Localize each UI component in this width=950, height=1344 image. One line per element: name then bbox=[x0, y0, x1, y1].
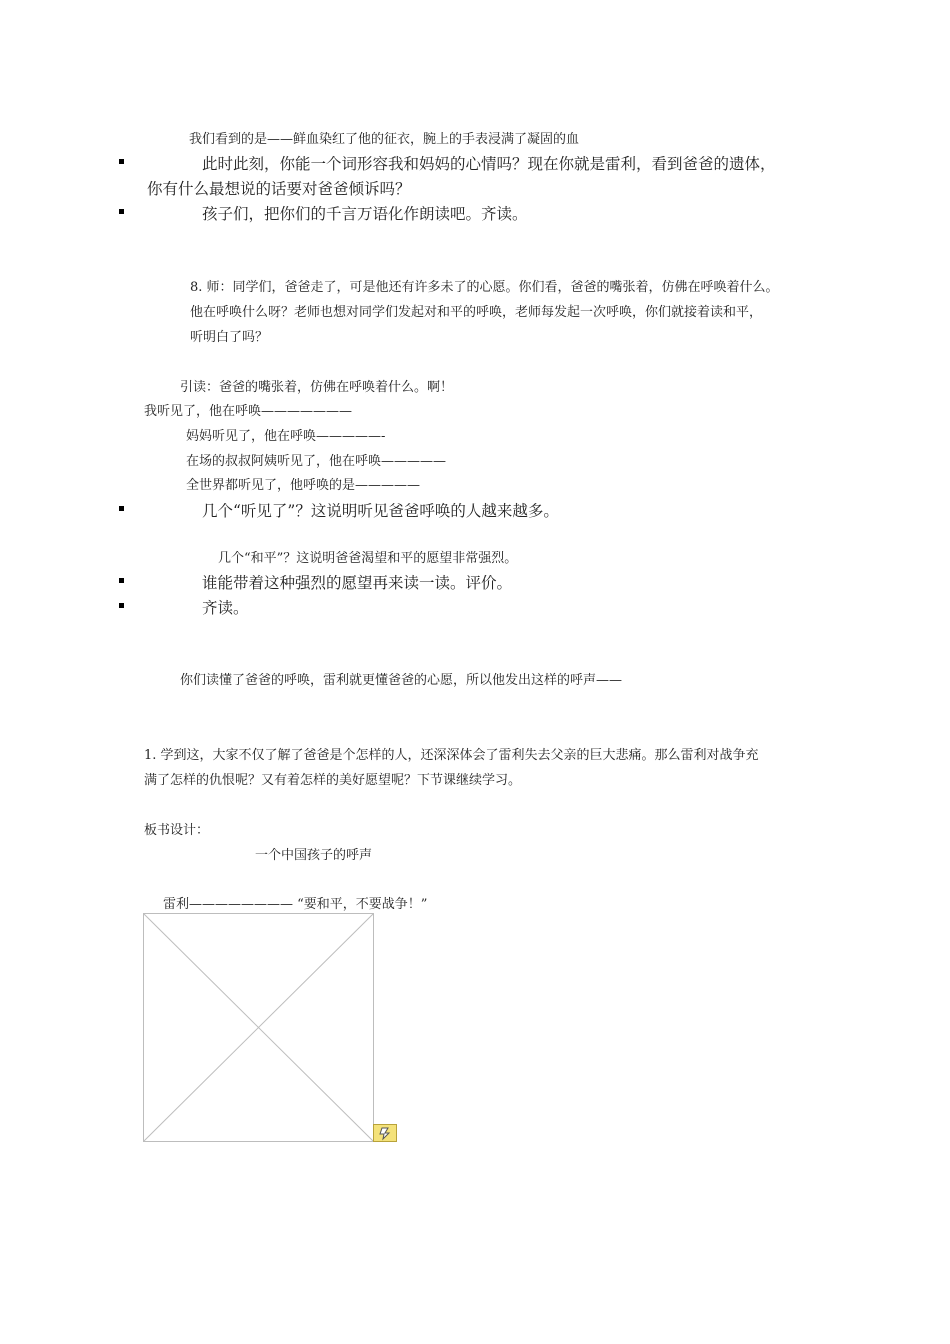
text-line: 满了怎样的仇恨呢？又有着怎样的美好愿望呢？下节课继续学习。 bbox=[144, 773, 522, 788]
text-line: 几个“和平”？这说明爸爸渴望和平的愿望非常强烈。 bbox=[218, 551, 518, 566]
text-line: 妈妈听见了，他在呼唤—————- bbox=[186, 429, 386, 444]
text-line: 此时此刻，你能一个词形容我和妈妈的心情吗？现在你就是雷利，看到爸爸的遗体， bbox=[202, 155, 776, 173]
placeholder-cross bbox=[144, 914, 373, 1141]
text-line: 你们读懂了爸爸的呼唤，雷利就更懂爸爸的心愿，所以他发出这样的呼声—— bbox=[180, 673, 623, 688]
bullet-marker bbox=[119, 506, 124, 511]
board-title: 一个中国孩子的呼声 bbox=[255, 848, 373, 863]
bullet-marker bbox=[119, 578, 124, 583]
text-line: 几个“听见了”？这说明听见爸爸呼唤的人越来越多。 bbox=[202, 502, 559, 520]
bullet-marker bbox=[119, 603, 124, 608]
text-line: 他在呼唤什么呀？老师也想对同学们发起对和平的呼唤，老师每发起一次呼唤，你们就接着读和平， bbox=[190, 305, 763, 320]
bullet-marker bbox=[119, 159, 124, 164]
text-line: 在场的叔叔阿姨听见了，他在呼唤————— bbox=[186, 454, 447, 469]
text-line: 引读：爸爸的嘴张着，仿佛在呼唤着什么。啊！ bbox=[180, 380, 454, 395]
text-line: 雷利———————— “要和平，不要战争！” bbox=[163, 897, 428, 912]
text-line: 你有什么最想说的话要对爸爸倾诉吗？ bbox=[147, 180, 411, 198]
text-line: 孩子们，把你们的千言万语化作朗读吧。齐读。 bbox=[202, 205, 528, 223]
broken-image-icon bbox=[373, 1124, 397, 1142]
text-line: 板书设计： bbox=[144, 823, 210, 838]
text-line: 听明白了吗？ bbox=[190, 330, 269, 345]
text-line: 我听见了，他在呼唤——————— bbox=[144, 404, 353, 419]
text-line: 1. 学到这，大家不仅了解了爸爸是个怎样的人，还深深体会了雷利失去父亲的巨大悲痛。那么雷利对战争充 bbox=[144, 748, 759, 763]
bullet-marker bbox=[119, 209, 124, 214]
text-line: 我们看到的是——鲜血染红了他的征衣，腕上的手表浸满了凝固的血 bbox=[189, 132, 580, 147]
image-placeholder bbox=[143, 913, 374, 1142]
text-line: 8. 师：同学们，爸爸走了，可是他还有许多未了的心愿。你们看，爸爸的嘴张着，仿佛在呼唤着什么。 bbox=[190, 280, 779, 295]
text-line: 全世界都听见了，他呼唤的是————— bbox=[186, 478, 421, 493]
text-line: 齐读。 bbox=[202, 599, 249, 617]
text-line: 谁能带着这种强烈的愿望再来读一读。评价。 bbox=[202, 574, 513, 592]
